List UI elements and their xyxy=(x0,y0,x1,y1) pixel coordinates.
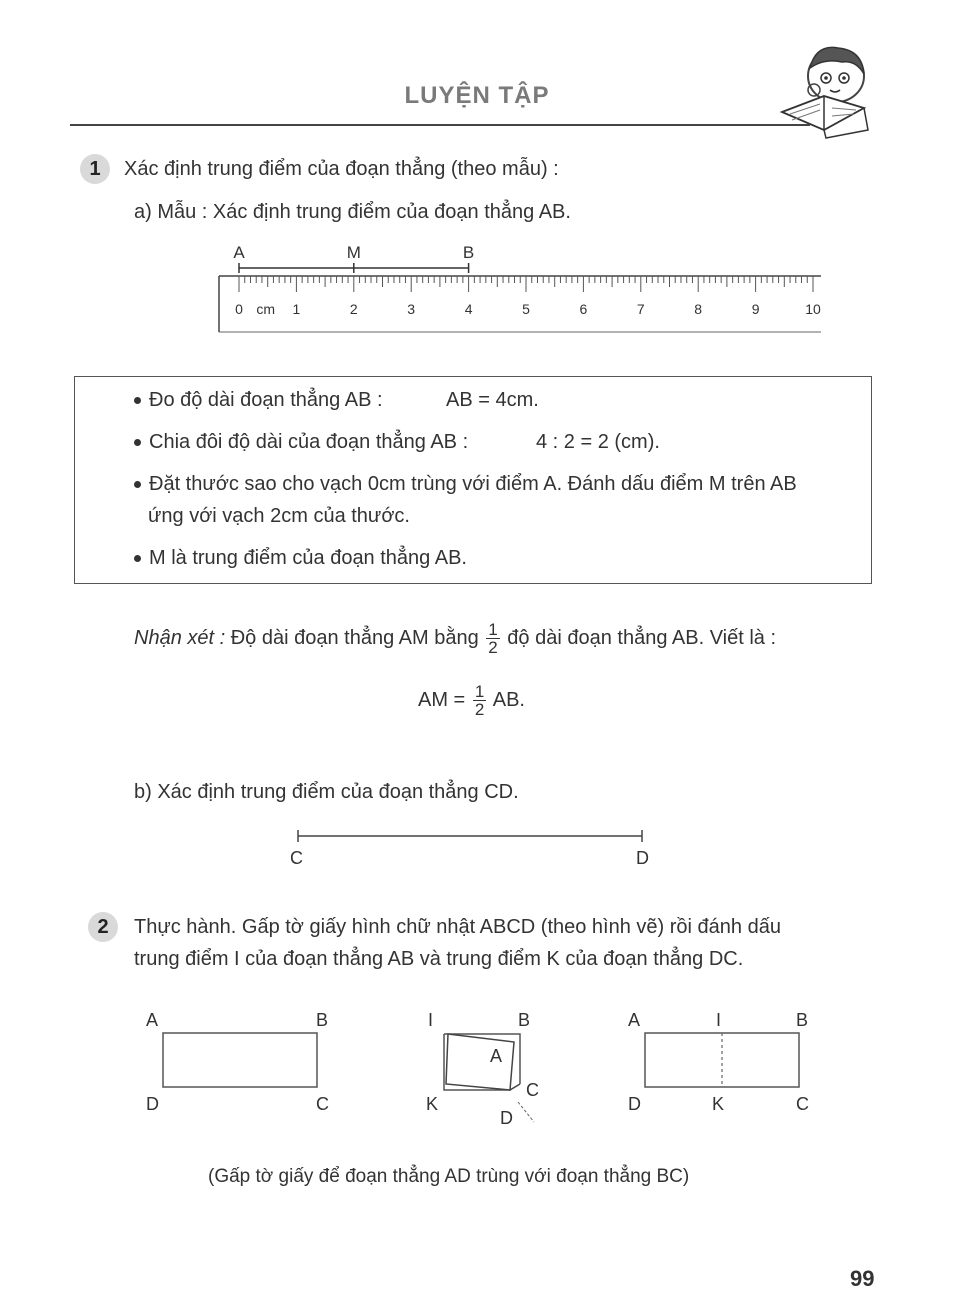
fig3-label-c: C xyxy=(796,1094,809,1114)
part-a-text: a) Mẫu : Xác định trung điểm của đoạn thẳng AB. xyxy=(134,201,571,223)
remark-text-before: Độ dài đoạn thẳng AM bằng xyxy=(230,626,479,649)
step-4 xyxy=(134,547,467,570)
fraction-numerator: 1 xyxy=(474,682,485,701)
midpoint-rectangle-figure xyxy=(642,1030,804,1092)
formula-fraction xyxy=(473,683,486,718)
fig1-label-b: B xyxy=(316,1010,329,1030)
ruler-tick-label: 0 xyxy=(235,301,243,317)
fig3-label-i: I xyxy=(716,1010,722,1030)
part-b-text: b) Xác định trung điểm của đoạn thẳng CD. xyxy=(134,781,519,803)
formula-left: AM = xyxy=(418,688,466,711)
exercise-2-line1: Thực hành. Gấp tờ giấy hình chữ nhật ABCD (theo hình vẽ) rồi đánh dấu xyxy=(134,916,781,938)
step-1-value: AB = 4cm. xyxy=(446,389,539,411)
ruler-tick-label: 8 xyxy=(694,301,703,317)
reading-child-illustration xyxy=(776,38,880,142)
folded-paper-figure xyxy=(438,1028,548,1124)
fig1-label-c: C xyxy=(316,1094,329,1114)
page-number: 99 xyxy=(850,1266,875,1291)
segment-cd xyxy=(290,826,652,846)
ruler-tick-label: 3 xyxy=(407,301,416,317)
fig3-label-b: B xyxy=(796,1010,809,1030)
exercise-2-line2: trung điểm I của đoạn thẳng AB và trung điểm K của đoạn thẳng DC. xyxy=(134,948,744,970)
ruler-figure xyxy=(215,238,835,338)
exercise-number-badge: 2 xyxy=(88,912,118,942)
ruler-tick-label: 2 xyxy=(349,301,358,317)
fig1-label-a: A xyxy=(146,1010,159,1030)
header-rule xyxy=(70,124,810,126)
fig3-label-k: K xyxy=(712,1094,725,1114)
formula-right: AB. xyxy=(492,688,525,711)
remark-text-after: độ dài đoạn thẳng AB. Viết là : xyxy=(507,626,777,649)
exercise-number-badge: 1 xyxy=(80,154,110,184)
fig2-label-c: C xyxy=(526,1080,539,1100)
step-1 xyxy=(134,389,383,412)
ruler-tick-label: 5 xyxy=(522,301,530,317)
ruler-tick-label: 10 xyxy=(805,301,821,317)
bullet-dot xyxy=(134,439,141,446)
step-3 xyxy=(134,473,797,496)
point-c-label: C xyxy=(290,848,303,868)
step-4-label: M là trung điểm của đoạn thẳng AB. xyxy=(149,547,467,569)
fraction-denominator: 2 xyxy=(474,700,485,719)
ruler-tick-label: 6 xyxy=(579,301,588,317)
fig2-label-a: A xyxy=(490,1046,503,1066)
fig2-label-b: B xyxy=(518,1010,531,1030)
point-label: A xyxy=(233,243,245,262)
fig1-label-d: D xyxy=(146,1094,159,1114)
page-title: LUYỆN TẬP xyxy=(404,82,550,109)
fig2-label-i: I xyxy=(428,1010,434,1030)
exercise-1-prompt: Xác định trung điểm của đoạn thẳng (theo mẫu) : xyxy=(124,158,559,180)
ruler-tick-label: 1 xyxy=(292,301,301,317)
step-1-label: Đo độ dài đoạn thẳng AB : xyxy=(149,389,383,411)
fig2-label-d: D xyxy=(500,1108,513,1128)
remark-formula xyxy=(418,683,525,718)
ruler-tick-label: 7 xyxy=(636,301,645,317)
remark-prefix: Nhận xét : xyxy=(134,626,226,649)
point-label: M xyxy=(346,243,361,262)
rectangle-abcd-figure xyxy=(160,1030,322,1092)
step-2-label: Chia đôi độ dài của đoạn thẳng AB : xyxy=(149,431,469,453)
fraction-denominator: 2 xyxy=(488,638,498,657)
fig3-label-d: D xyxy=(628,1094,641,1114)
fig3-label-a: A xyxy=(628,1010,641,1030)
fraction-numerator: 1 xyxy=(488,620,498,639)
step-3-line2: ứng với vạch 2cm của thước. xyxy=(148,505,410,527)
ruler-tick-label: 9 xyxy=(751,301,760,317)
bullet-dot xyxy=(134,555,141,562)
bullet-dot xyxy=(134,481,141,488)
remark xyxy=(134,621,776,656)
fold-caption: (Gấp tờ giấy để đoạn thẳng AD trùng với đoạn thẳng BC) xyxy=(208,1166,690,1187)
remark-fraction xyxy=(486,621,499,656)
fig2-label-k: K xyxy=(426,1094,439,1114)
point-label: B xyxy=(462,243,475,262)
ruler-tick-label: 4 xyxy=(464,301,473,317)
point-d-label: D xyxy=(636,848,649,868)
step-3-line1: Đặt thước sao cho vạch 0cm trùng với điểm A. Đánh dấu điểm M trên AB xyxy=(149,473,797,495)
step-2-value: 4 : 2 = 2 (cm). xyxy=(536,431,660,453)
bullet-dot xyxy=(134,397,141,404)
ruler-unit-label: cm xyxy=(256,301,276,317)
step-2 xyxy=(134,431,468,454)
